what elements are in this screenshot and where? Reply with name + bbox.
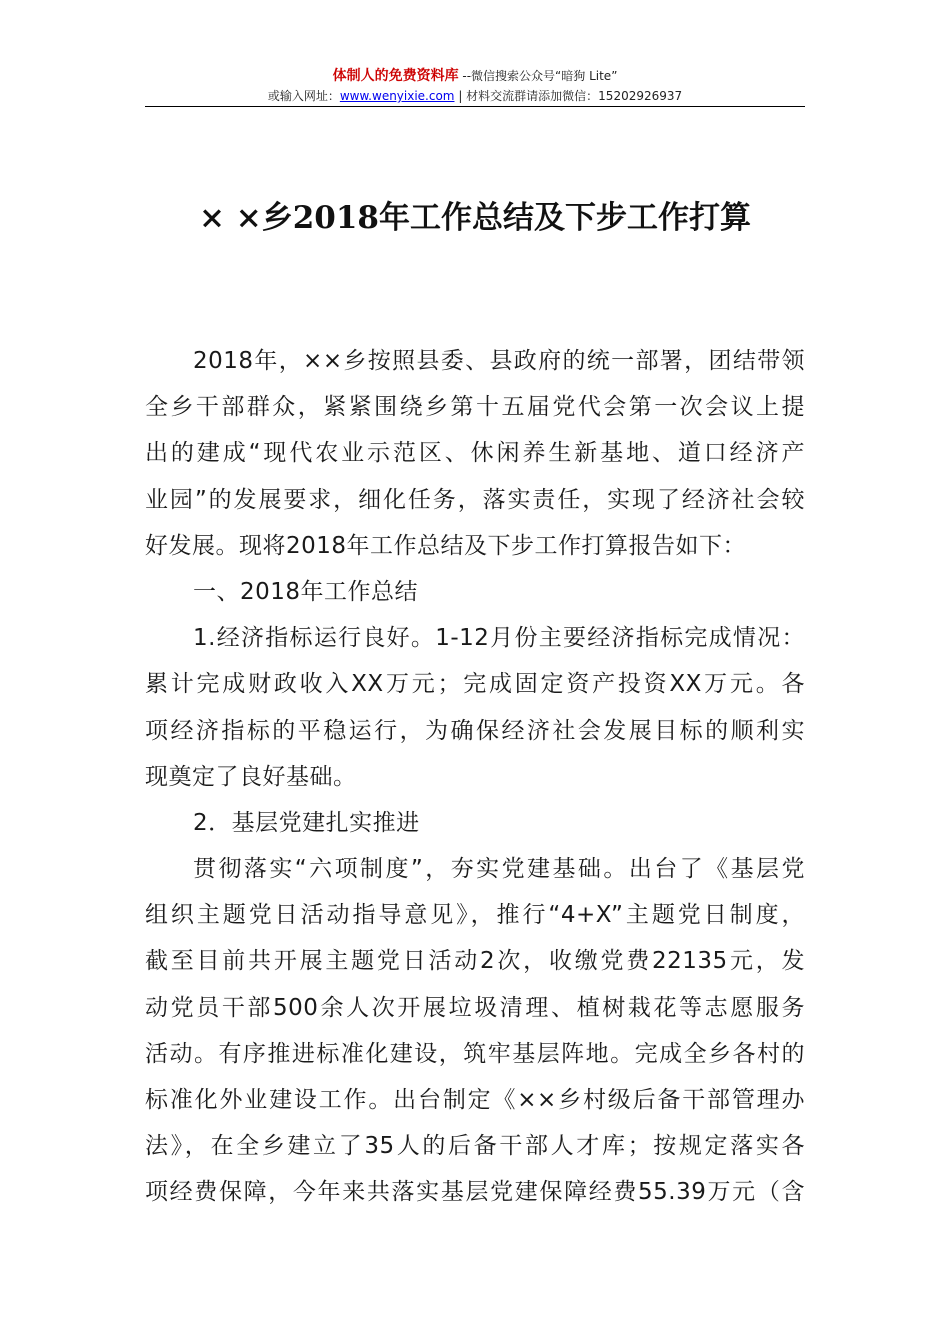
paragraph-line: 全乡干部群众，紧紧围绕乡第十五届党代会第一次会议上提	[145, 394, 805, 421]
paragraph-line: 标准化外业建设工作。出台制定《××乡村级后备干部管理办	[145, 1087, 805, 1113]
header-divider	[145, 106, 805, 107]
paragraph-line: 累计完成财政收入XX万元；完成固定资产投资XX万元。各	[145, 671, 805, 698]
header-line-1	[145, 66, 805, 86]
header-wechat-note: --微信搜索公众号“暗狗 Lite”	[458, 69, 618, 83]
header-contact: | 材料交流群请添加微信：15202926937	[454, 89, 683, 103]
header-line-2	[145, 87, 805, 105]
document-body	[145, 338, 805, 1216]
paragraph-line: 好发展。现将2018年工作总结及下步工作打算报告如下：	[145, 532, 747, 559]
header-brand: 体制人的免费资料库	[332, 68, 459, 84]
paragraph-line: 活动。有序推进标准化建设，筑牢基层阵地。完成全乡各村的	[145, 1040, 805, 1067]
paragraph-line: 法》，在全乡建立了35人的后备干部人才库；按规定落实各	[145, 1133, 805, 1160]
subsection-heading: 2．基层党建扎实推进	[193, 809, 420, 836]
paragraph-line: 出的建成“现代农业示范区、休闲养生新基地、道口经济产	[145, 440, 805, 467]
header-url-prefix: 或输入网址：	[267, 89, 340, 103]
section-heading: 一、2018年工作总结	[193, 578, 419, 605]
paragraph-line: 项经济指标的平稳运行，为确保经济社会发展目标的顺利实	[145, 717, 805, 744]
header-url-link[interactable]: www.wenyixie.com	[339, 89, 455, 103]
paragraph-line: 项经费保障，今年来共落实基层党建保障经费55.39万元（含	[145, 1179, 805, 1206]
document-title: × ×乡2018年工作总结及下步工作打算	[198, 200, 752, 236]
paragraph-line: 动党员干部500余人次开展垃圾清理、植树栽花等志愿服务	[145, 994, 805, 1021]
paragraph-line: 截至目前共开展主题党日活动2次，收缴党费22135元，发	[145, 948, 805, 975]
paragraph-line: 1.经济指标运行良好。1-12月份主要经济指标完成情况：	[193, 625, 805, 652]
paragraph-line: 2018年，××乡按照县委、县政府的统一部署，团结带领	[193, 348, 805, 374]
paragraph-line: 现奠定了良好基础。	[145, 763, 357, 790]
paragraph-line: 贯彻落实“六项制度”，夯实党建基础。出台了《基层党	[193, 856, 805, 883]
paragraph-line: 组织主题党日活动指导意见》，推行“4+X”主题党日制度，	[145, 902, 805, 929]
paragraph-line: 业园”的发展要求，细化任务，落实责任，实现了经济社会较	[145, 486, 805, 513]
page-header	[145, 66, 805, 105]
